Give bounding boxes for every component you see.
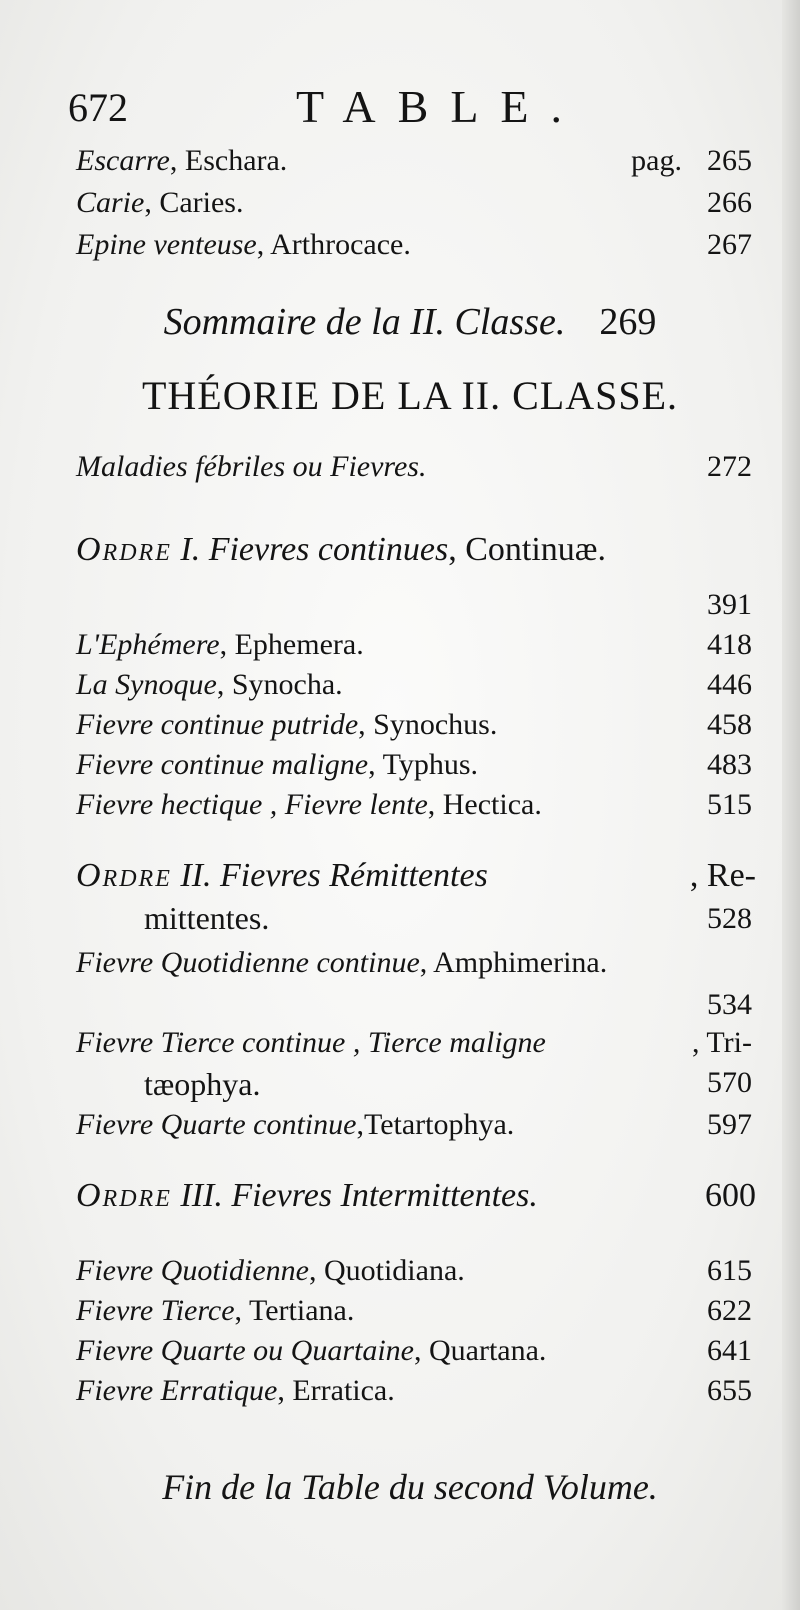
page-edge	[782, 0, 800, 1610]
page-ref: 622	[707, 1294, 752, 1327]
page-header	[68, 80, 748, 140]
entry-continuation: tæophya.	[144, 1066, 261, 1102]
toc-entry: Fievre Quotidienne, Quotidiana. 615	[76, 1254, 752, 1287]
page-ref: 418	[707, 628, 752, 661]
page-ref: 641	[707, 1334, 752, 1367]
page-ref: 267	[707, 228, 752, 261]
section-title: THÉORIE DE LA II. CLASSE.	[141, 373, 679, 418]
toc-entry: Fievre Erratique, Erratica. 655	[76, 1374, 752, 1407]
pag-label: pag.	[631, 144, 682, 177]
toc-entry: Escarre, Eschara. pag. 265	[76, 144, 752, 177]
page-number: 672	[68, 85, 128, 130]
page-ref: 483	[707, 748, 752, 781]
toc-entry: Fievre Tierce continue , Tierce maligne , Tri-	[76, 1026, 752, 1059]
page-ref: 272	[707, 450, 752, 483]
page-ref: 655	[707, 1374, 752, 1407]
toc-entry: Epine venteuse, Arthrocace. 267	[76, 228, 752, 261]
page-ref: 446	[707, 668, 752, 701]
order-heading: Ordre II. Fievres Rémittentes , Re-	[76, 857, 756, 894]
page-ref: 515	[707, 788, 752, 821]
page-ref: 266	[707, 186, 752, 219]
page-ref: 458	[707, 708, 752, 741]
page-ref: 597	[707, 1108, 752, 1141]
page-ref: 391	[707, 588, 752, 621]
toc-entry: L'Ephémere, Ephemera. 418	[76, 628, 752, 661]
order-heading-continuation: mittentes.	[144, 900, 270, 936]
page-ref: 265	[707, 144, 752, 177]
page-ref: 528	[707, 902, 752, 935]
toc-entry: Fievre Quarte continue,Tetartophya. 597	[76, 1108, 752, 1141]
page-ref: 570	[707, 1066, 752, 1099]
running-title: TABLE.	[296, 81, 585, 132]
toc-entry: Maladies fébriles ou Fievres. 272	[76, 450, 752, 483]
order-heading: Ordre III. Fievres Intermittentes. 600	[76, 1177, 756, 1214]
toc-entry: Fievre Quarte ou Quartaine, Quartana. 641	[76, 1334, 752, 1367]
toc-entry: La Synoque, Synocha. 446	[76, 668, 752, 701]
page-ref: 269	[599, 301, 657, 343]
page-ref: 600	[705, 1177, 756, 1214]
toc-entry: Carie, Caries. 266	[76, 186, 752, 219]
page-ref: 615	[707, 1254, 752, 1287]
page-ref: 534	[707, 988, 752, 1021]
toc-entry: Fievre Quotidienne continue, Amphimerina.	[76, 946, 608, 979]
toc-entry: Fievre hectique , Fievre lente, Hectica. 515	[76, 788, 752, 821]
toc-entry: Fievre Tierce, Tertiana. 622	[76, 1294, 752, 1327]
summary-line: Sommaire de la II. Classe. 269	[163, 301, 657, 343]
order-heading: Ordre I. Fievres continues, Continuæ.	[76, 531, 606, 568]
toc-entry: Fievre continue putride, Synochus. 458	[76, 708, 752, 741]
end-note: Fin de la Table du second Volume.	[162, 1467, 658, 1507]
toc-entry: Fievre continue maligne, Typhus. 483	[76, 748, 752, 781]
